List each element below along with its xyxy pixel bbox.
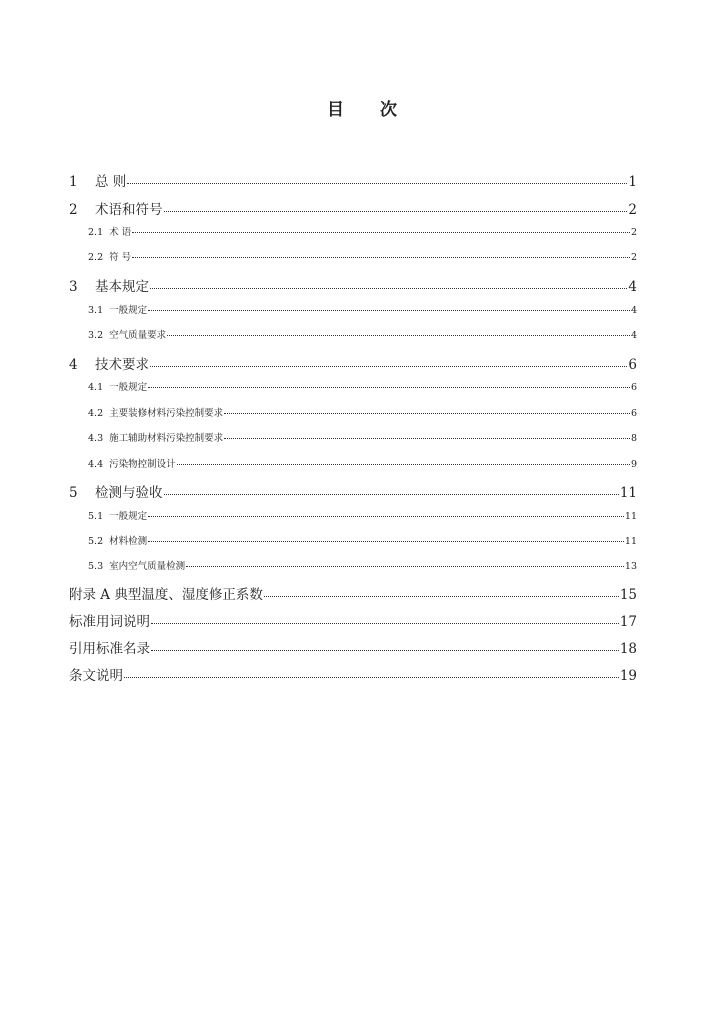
toc-page-number: 2 — [630, 227, 637, 238]
toc-page-number: 6 — [630, 408, 637, 419]
toc-page-number: 15 — [619, 587, 637, 603]
toc-entry-label: 总 则 — [95, 174, 127, 190]
toc-entry[interactable] — [88, 405, 637, 419]
toc-page-number: 4 — [630, 305, 637, 316]
toc-dot-leader — [150, 278, 627, 292]
toc-page-number: 11 — [624, 511, 637, 522]
toc-dot-leader — [148, 304, 630, 314]
toc-page-number: 11 — [624, 536, 637, 547]
toc-entry-label: 引用标准名录 — [69, 641, 150, 657]
toc-dot-leader — [164, 201, 628, 215]
toc-dot-leader — [132, 251, 630, 261]
toc-entry[interactable] — [69, 198, 637, 218]
toc-entry-number: 3 — [69, 279, 78, 295]
title-char-2: 次 — [380, 100, 397, 120]
toc-entry-number: 4.4 — [88, 459, 104, 470]
toc-entry[interactable] — [88, 327, 637, 341]
toc-entry[interactable] — [88, 430, 637, 444]
toc-entry-number: 2 — [69, 202, 78, 218]
toc-entry-number: 1 — [69, 174, 78, 190]
toc-entry[interactable] — [88, 533, 637, 547]
toc-entry-number: 2.1 — [88, 227, 104, 238]
toc-entry-label: 检测与验收 — [95, 485, 163, 501]
toc-entry-number: 3.2 — [88, 330, 104, 341]
toc-dot-leader — [127, 173, 627, 187]
toc-dot-leader — [186, 560, 624, 570]
toc-dot-leader — [148, 381, 630, 391]
toc-entry[interactable] — [69, 353, 637, 373]
toc-dot-leader — [164, 484, 619, 498]
toc-entry-number: 5.2 — [88, 536, 104, 547]
toc-dot-leader — [151, 640, 619, 654]
toc-dot-leader — [132, 226, 630, 236]
toc-entry-number: 4.1 — [88, 382, 104, 393]
toc-page-number: 1 — [628, 174, 637, 190]
toc-page-number: 4 — [628, 279, 637, 295]
toc-entry-label: 室内空气质量检测 — [109, 561, 186, 572]
toc-entry-label: 条文说明 — [69, 668, 123, 684]
toc-page-number: 6 — [628, 357, 637, 373]
toc-entry-label: 一般规定 — [109, 511, 148, 522]
toc-entry[interactable] — [88, 558, 637, 572]
toc-entry-label: 污染物控制设计 — [109, 459, 176, 470]
toc-entry[interactable] — [88, 456, 637, 470]
page-title — [0, 95, 724, 120]
toc-page-number: 8 — [630, 433, 637, 444]
toc-entry[interactable] — [88, 224, 637, 238]
toc-entry[interactable] — [69, 275, 637, 295]
toc-entry-label: 标准用词说明 — [69, 614, 150, 630]
toc-page-number: 2 — [628, 202, 637, 218]
toc-entry-number: 5.1 — [88, 511, 104, 522]
toc-dot-leader — [224, 407, 630, 417]
toc-page-number: 17 — [619, 614, 637, 630]
toc-entry[interactable] — [88, 302, 637, 316]
toc-entry-number: 3.1 — [88, 305, 104, 316]
toc-entry[interactable] — [69, 170, 637, 190]
toc-entry[interactable] — [69, 637, 637, 657]
toc-dot-leader — [224, 432, 630, 442]
toc-page-number: 2 — [630, 252, 637, 263]
toc-entry[interactable] — [88, 379, 637, 393]
toc-entry-number: 4.2 — [88, 408, 104, 419]
title-char-1: 目 — [327, 100, 344, 120]
toc-entry-number: 5 — [69, 485, 78, 501]
toc-page-number: 11 — [619, 485, 637, 501]
toc-dot-leader — [150, 356, 627, 370]
toc-dot-leader — [167, 329, 630, 339]
toc-page-number: 19 — [619, 668, 637, 684]
toc-page-number: 13 — [624, 561, 637, 572]
toc-entry-number: 5.3 — [88, 561, 104, 572]
toc-entry-label: 材料检测 — [109, 536, 148, 547]
toc-entry-label: 主要装修材料污染控制要求 — [109, 408, 224, 419]
toc-entry[interactable] — [88, 508, 637, 522]
toc-entry-number: 4.3 — [88, 433, 104, 444]
toc-dot-leader — [148, 535, 624, 545]
toc-entry-label: 施工辅助材料污染控制要求 — [109, 433, 224, 444]
toc-dot-leader — [148, 510, 624, 520]
toc-entry-label: 空气质量要求 — [109, 330, 167, 341]
toc-page-number: 18 — [619, 641, 637, 657]
toc-entry-label: 术语和符号 — [95, 202, 163, 218]
toc-dot-leader — [124, 667, 619, 681]
toc-entry[interactable] — [88, 249, 637, 263]
toc-dot-leader — [264, 586, 619, 600]
toc-entry[interactable] — [69, 583, 637, 603]
toc-page-number: 6 — [630, 382, 637, 393]
toc-entry-label: 一般规定 — [109, 305, 148, 316]
toc-dot-leader — [151, 613, 619, 627]
toc-entry-number: 4 — [69, 357, 78, 373]
toc-entry-number: 2.2 — [88, 252, 104, 263]
toc-entry-label: 一般规定 — [109, 382, 148, 393]
toc-entry-label: 基本规定 — [95, 279, 149, 295]
toc-entry-label: 术 语 — [109, 227, 132, 238]
toc-entry[interactable] — [69, 481, 637, 501]
toc-entry-label: 符 号 — [109, 252, 132, 263]
toc-page-number: 9 — [630, 459, 637, 470]
toc-dot-leader — [177, 458, 630, 468]
toc-entry[interactable] — [69, 610, 637, 630]
toc-page-number: 4 — [630, 330, 637, 341]
toc-entry-label: 附录 A 典型温度、湿度修正系数 — [69, 587, 263, 603]
toc-entry[interactable] — [69, 664, 637, 684]
toc-entry-label: 技术要求 — [95, 357, 149, 373]
